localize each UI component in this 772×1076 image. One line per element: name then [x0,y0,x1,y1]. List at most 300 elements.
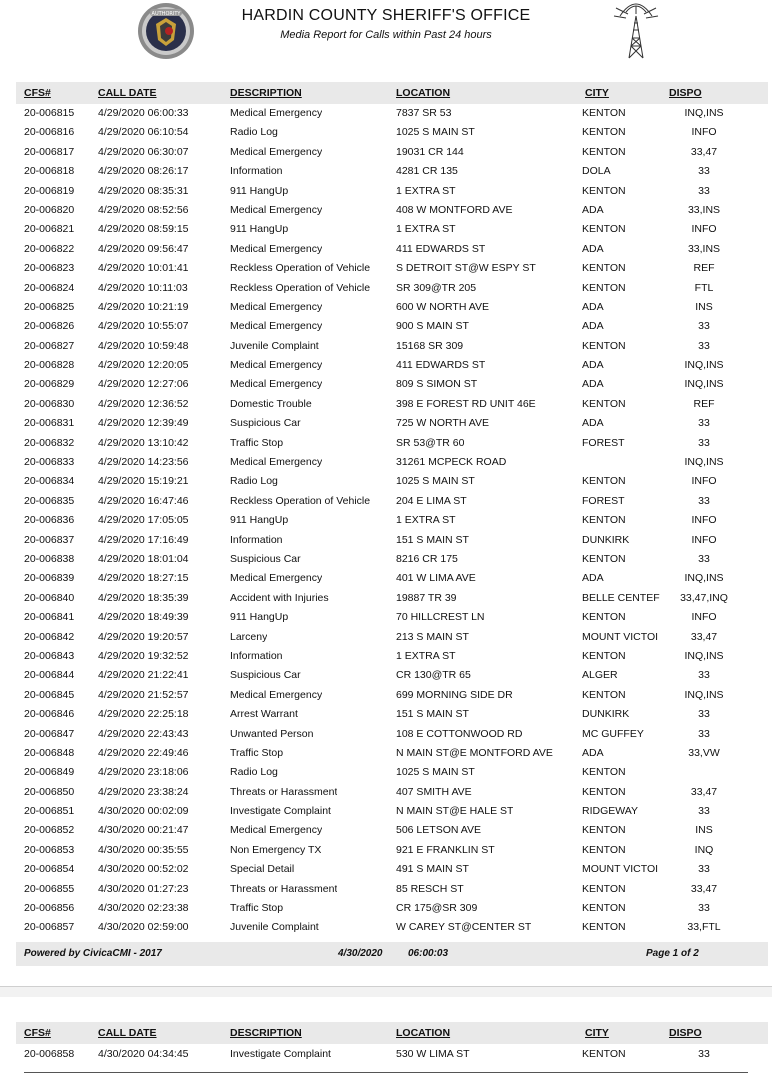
column-header-row-page2 [16,1022,768,1044]
cell-city: ADA [582,320,604,333]
cell-call-date: 4/29/2020 06:00:33 [98,107,189,119]
cell-cfs: 20-006820 [24,203,75,216]
cell-description: Medical Emergency [230,320,323,333]
cell-city: KENTON [582,552,626,565]
cell-dispo: INS [695,300,713,313]
table-row [0,860,772,879]
table-row [0,434,772,453]
cell-dispo: INFO [691,223,717,236]
cell-dispo: 33,INS [687,242,721,255]
cell-dispo: INFO [691,475,717,488]
cell-call-date: 4/30/2020 02:23:38 [98,902,189,915]
cell-location: 1025 S MAIN ST [396,766,475,779]
cell-cfs: 20-006843 [24,649,75,662]
cell-location: 85 RESCH ST [396,882,464,895]
cell-call-date: 4/29/2020 23:38:24 [98,785,189,798]
cell-description: Reckless Operation of Vehicle [230,281,371,294]
cell-cfs: 20-006857 [24,921,75,934]
cell-city: KENTON [582,339,626,352]
cell-cfs: 20-006830 [24,397,75,410]
cell-city: MOUNT VICTOI [582,863,659,876]
cell-city: ADA [582,572,604,585]
cell-city: RIDGEWAY [582,805,639,818]
cell-call-date: 4/30/2020 00:52:02 [98,863,189,876]
cell-description: Suspicious Car [230,417,301,430]
cell-city: ADA [582,359,604,372]
table-row [0,763,772,782]
table-row [0,356,772,375]
cell-city: KENTON [582,145,626,158]
table-row [0,802,772,821]
cell-call-date: 4/29/2020 22:25:18 [98,708,189,721]
cell-description: Medical Emergency [230,107,323,119]
cell-dispo: 33 [698,863,710,876]
cell-city: KENTON [582,475,626,488]
table-row [0,472,772,491]
cell-cfs: 20-006840 [24,591,75,604]
cell-dispo: INQ,INS [684,688,724,701]
cell-call-date: 4/29/2020 21:52:57 [98,688,189,701]
cell-call-date: 4/29/2020 18:27:15 [98,572,189,585]
cell-cfs: 20-006834 [24,475,75,488]
cell-location: 401 W LIMA AVE [396,572,476,585]
cell-location: 809 S SIMON ST [396,378,478,391]
cell-call-date: 4/29/2020 19:32:52 [98,649,189,662]
cell-cfs: 20-006845 [24,688,75,701]
cell-cfs: 20-006817 [24,145,75,158]
col-cfs: CFS# [24,1027,51,1039]
cell-dispo: REF [693,397,715,410]
table-row [0,608,772,627]
cell-city: MC GUFFEY [582,727,644,740]
cell-description: Unwanted Person [230,727,314,740]
cell-location: 31261 MCPECK ROAD [396,456,507,469]
cell-cfs: 20-006846 [24,708,75,721]
cell-cfs: 20-006838 [24,552,75,565]
cell-location: 491 S MAIN ST [396,863,469,876]
cell-location: 411 EDWARDS ST [396,359,486,372]
cell-location: 19887 TR 39 [396,591,457,604]
cell-description: Radio Log [230,126,278,139]
cell-city: KENTON [582,824,626,837]
cell-description: Reckless Operation of Vehicle [230,262,371,275]
cell-dispo: 33 [698,494,710,507]
cell-cfs: 20-006858 [24,1048,75,1060]
cell-call-date: 4/29/2020 18:35:39 [98,591,189,604]
table-row [0,240,772,259]
cell-dispo: 33,47,INQ [680,591,728,604]
cell-call-date: 4/29/2020 18:49:39 [98,611,189,624]
cell-cfs: 20-006844 [24,669,75,682]
table-row [0,647,772,666]
table-row [0,201,772,220]
cell-location: 15168 SR 309 [396,339,464,352]
col-description: DESCRIPTION [230,1027,302,1039]
table-row [0,104,772,123]
cell-dispo: INFO [691,126,717,139]
cell-description: 911 HangUp [230,184,289,197]
cell-location: 213 S MAIN ST [396,630,469,643]
table-row [0,220,772,239]
col-location: LOCATION [396,1027,451,1039]
page-title: HARDIN COUNTY SHERIFF'S OFFICE [241,7,531,24]
page-number: Page 1 of 2 [646,948,699,959]
cell-city: ADA [582,378,604,391]
table-row [0,182,772,201]
cell-call-date: 4/29/2020 21:22:41 [98,669,189,682]
cell-location: 1 EXTRA ST [396,649,456,662]
table-row [0,298,772,317]
cell-call-date: 4/29/2020 10:21:19 [98,300,189,313]
cell-location: 151 S MAIN ST [396,533,469,546]
cell-city: DUNKIRK [582,533,630,546]
cell-dispo: 33,FTL [687,921,721,934]
cell-cfs: 20-006853 [24,843,75,856]
cell-cfs: 20-006819 [24,184,75,197]
cell-dispo: 33,47 [690,785,718,798]
table-row [0,531,772,550]
cell-city: KENTON [582,107,626,119]
col-dispo: DISPO [669,1027,702,1039]
cell-call-date: 4/29/2020 15:19:21 [98,475,189,488]
cell-city: KENTON [582,785,626,798]
cell-dispo: 33 [698,1048,710,1060]
cell-city: KENTON [582,688,626,701]
cell-dispo: REF [693,262,715,275]
cell-dispo: 33 [698,552,710,565]
cell-location: 8216 CR 175 [396,552,458,565]
cell-call-date: 4/29/2020 08:59:15 [98,223,189,236]
cell-description: Reckless Operation of Vehicle [230,494,371,507]
cell-city: KENTON [582,514,626,527]
cell-description: Suspicious Car [230,552,301,565]
cell-city: KENTON [582,649,626,662]
cell-dispo: INFO [691,514,717,527]
cell-city: KENTON [582,843,626,856]
cell-dispo: 33 [698,669,710,682]
cell-call-date: 4/29/2020 12:39:49 [98,417,189,430]
cell-dispo: INQ,INS [684,107,724,119]
page-break-band [0,987,772,997]
cell-call-date: 4/29/2020 10:01:41 [98,262,189,275]
cell-city: KENTON [582,766,626,779]
col-call-date: CALL DATE [98,1027,157,1039]
cell-description: 911 HangUp [230,611,289,624]
cell-description: Medical Emergency [230,378,323,391]
table-row [0,821,772,840]
cell-call-date: 4/29/2020 10:59:48 [98,339,189,352]
cell-cfs: 20-006825 [24,300,75,313]
cell-description: Medical Emergency [230,824,323,837]
cell-city: KENTON [582,902,626,915]
table-row [0,589,772,608]
table-row [0,414,772,433]
cell-cfs: 20-006826 [24,320,75,333]
cell-description: Arrest Warrant [230,708,298,721]
cell-call-date: 4/29/2020 12:20:05 [98,359,189,372]
cell-description: Traffic Stop [230,436,284,449]
cell-city: KENTON [582,1048,626,1060]
table-row [0,725,772,744]
cell-call-date: 4/29/2020 16:47:46 [98,494,189,507]
cell-dispo: 33 [698,339,710,352]
cell-location: 1 EXTRA ST [396,514,456,527]
table-row [0,279,772,298]
cell-dispo: 33 [698,165,710,178]
cell-dispo: 33 [698,805,710,818]
cell-dispo: 33 [698,708,710,721]
cell-description: Radio Log [230,475,278,488]
table-row [0,744,772,763]
cell-cfs: 20-006852 [24,824,75,837]
page-subtitle: Media Report for Calls within Past 24 hours [280,29,492,41]
table-row [0,1045,772,1064]
cell-dispo: INQ,INS [684,572,724,585]
col-city: CITY [585,87,609,99]
cell-cfs: 20-006839 [24,572,75,585]
cell-city: KENTON [582,882,626,895]
table-row [0,686,772,705]
col-call-date: CALL DATE [98,87,157,99]
col-location: LOCATION [396,87,451,99]
table-row [0,783,772,802]
cell-call-date: 4/30/2020 00:35:55 [98,843,189,856]
cell-dispo: INQ,INS [684,649,724,662]
cell-cfs: 20-006850 [24,785,75,798]
cell-location: 204 E LIMA ST [396,494,467,507]
cell-call-date: 4/29/2020 12:27:06 [98,378,189,391]
cell-description: Traffic Stop [230,746,284,759]
cell-city: ADA [582,203,604,216]
table-row [0,375,772,394]
cell-dispo: 33 [698,727,710,740]
table-row [0,511,772,530]
cell-dispo: 33,47 [690,630,718,643]
cell-dispo: 33 [698,417,710,430]
cell-cfs: 20-006856 [24,902,75,915]
cell-dispo: 33,47 [690,882,718,895]
cell-cfs: 20-006831 [24,417,75,430]
table-row [0,162,772,181]
cell-dispo: INQ [694,843,714,856]
cell-dispo: 33 [698,320,710,333]
cell-description: Medical Emergency [230,242,323,255]
table-row [0,453,772,472]
cell-dispo: INQ,INS [684,456,724,469]
cell-call-date: 4/29/2020 23:18:06 [98,766,189,779]
table-row [0,841,772,860]
table-row [0,143,772,162]
table-row [0,569,772,588]
table-row [0,259,772,278]
cell-call-date: 4/29/2020 22:43:43 [98,727,189,740]
cell-description: Accident with Injuries [230,591,329,604]
cell-location: SR 53@TR 60 [396,436,465,449]
cell-location: N MAIN ST@E HALE ST [396,805,514,818]
cell-cfs: 20-006832 [24,436,75,449]
cell-location: 600 W NORTH AVE [396,300,489,313]
cell-cfs: 20-006842 [24,630,75,643]
cell-location: 1025 S MAIN ST [396,126,475,139]
cell-city: ADA [582,242,604,255]
cell-description: Juvenile Complaint [230,921,319,934]
cell-call-date: 4/29/2020 19:20:57 [98,630,189,643]
cell-cfs: 20-006847 [24,727,75,740]
cell-location: 530 W LIMA ST [396,1048,470,1060]
column-header-row [16,82,768,104]
svg-text:AUTHORITY: AUTHORITY [151,11,181,17]
cell-city: KENTON [582,262,626,275]
cell-description: 911 HangUp [230,223,289,236]
cell-city: ADA [582,746,604,759]
cell-cfs: 20-006829 [24,378,75,391]
cell-call-date: 4/30/2020 01:27:23 [98,882,189,895]
cell-call-date: 4/30/2020 02:59:00 [98,921,189,934]
cell-description: Medical Emergency [230,203,323,216]
cell-dispo: INFO [691,611,717,624]
table-row [0,337,772,356]
cell-call-date: 4/29/2020 14:23:56 [98,456,189,469]
cell-location: 1 EXTRA ST [396,223,456,236]
cell-location: 921 E FRANKLIN ST [396,843,495,856]
cell-location: 398 E FOREST RD UNIT 46E [396,397,536,410]
cell-location: 151 S MAIN ST [396,708,469,721]
cell-city: ALGER [582,669,618,682]
cell-call-date: 4/29/2020 22:49:46 [98,746,189,759]
cell-call-date: 4/29/2020 12:36:52 [98,397,189,410]
cell-call-date: 4/29/2020 10:11:03 [98,281,188,294]
cell-cfs: 20-006837 [24,533,75,546]
cell-call-date: 4/29/2020 09:56:47 [98,242,189,255]
cell-cfs: 20-006836 [24,514,75,527]
footer-date: 4/30/2020 [338,948,383,959]
cell-cfs: 20-006855 [24,882,75,895]
table-row [0,123,772,142]
cell-cfs: 20-006849 [24,766,75,779]
cell-location: W CAREY ST@CENTER ST [396,921,532,934]
cell-call-date: 4/29/2020 18:01:04 [98,552,189,565]
cell-call-date: 4/30/2020 04:34:45 [98,1048,189,1060]
cell-description: Special Detail [230,863,295,876]
cell-description: Medical Emergency [230,359,323,372]
cell-city: KENTON [582,223,626,236]
cell-cfs: 20-006816 [24,126,75,139]
report-header [0,0,772,70]
cell-cfs: 20-006835 [24,494,75,507]
cell-location: 725 W NORTH AVE [396,417,489,430]
cell-description: 911 HangUp [230,514,289,527]
table-row [0,899,772,918]
cell-cfs: 20-006841 [24,611,75,624]
calls-table-page2 [0,1045,772,1064]
cell-city: KENTON [582,921,626,934]
table-row [0,492,772,511]
cell-description: Information [230,165,283,178]
cell-cfs: 20-006833 [24,456,75,469]
cell-dispo: 33 [698,436,710,449]
cell-dispo: 33,47 [690,145,718,158]
table-row [0,317,772,336]
table-row [0,550,772,569]
cell-description: Investigate Complaint [230,1048,331,1060]
cell-location: 900 S MAIN ST [396,320,469,333]
cell-description: Medical Emergency [230,572,323,585]
cell-location: 408 W MONTFORD AVE [396,203,513,216]
cell-call-date: 4/29/2020 08:35:31 [98,184,189,197]
cell-description: Juvenile Complaint [230,339,319,352]
cell-city: MOUNT VICTOI [582,630,659,643]
cell-call-date: 4/29/2020 08:26:17 [98,165,189,178]
cell-call-date: 4/29/2020 08:52:56 [98,203,189,216]
cell-cfs: 20-006827 [24,339,75,352]
cell-call-date: 4/30/2020 00:02:09 [98,805,189,818]
cell-cfs: 20-006822 [24,242,75,255]
table-row [0,880,772,899]
cell-description: Information [230,649,283,662]
cell-city: KENTON [582,184,626,197]
cell-location: N MAIN ST@E MONTFORD AVE [396,746,553,759]
cell-dispo: 33,INS [687,203,721,216]
radio-tower-icon [612,2,660,60]
cell-dispo: INQ,INS [684,359,724,372]
cell-location: CR 130@TR 65 [396,669,471,682]
cell-description: Medical Emergency [230,300,323,313]
cell-dispo: FTL [694,281,714,294]
cell-location: 70 HILLCREST LN [396,611,485,624]
table-row [0,395,772,414]
cell-call-date: 4/29/2020 06:10:54 [98,126,189,139]
cell-cfs: 20-006848 [24,746,75,759]
cell-dispo: 33 [698,184,710,197]
cell-location: 7837 SR 53 [396,107,452,119]
cell-location: 1025 S MAIN ST [396,475,475,488]
cell-cfs: 20-006851 [24,805,75,818]
calls-table [0,104,772,938]
cell-cfs: 20-006818 [24,165,75,178]
cell-description: Medical Emergency [230,456,323,469]
cell-location: 407 SMITH AVE [396,785,472,798]
cell-call-date: 4/30/2020 00:21:47 [98,824,189,837]
cell-dispo: INFO [691,533,717,546]
cell-location: 699 MORNING SIDE DR [396,688,513,701]
cell-description: Non Emergency TX [230,843,322,856]
cell-dispo: 33 [698,902,710,915]
cell-call-date: 4/29/2020 17:16:49 [98,533,189,546]
cell-description: Medical Emergency [230,688,323,701]
footer-time: 06:00:03 [408,948,449,959]
bottom-rule [24,1072,748,1073]
cell-location: 1 EXTRA ST [396,184,456,197]
cell-call-date: 4/29/2020 06:30:07 [98,145,189,158]
cell-location: 4281 CR 135 [396,165,458,178]
cell-location: 108 E COTTONWOOD RD [396,727,523,740]
report-footer [16,942,768,966]
cell-description: Investigate Complaint [230,805,331,818]
cell-dispo: INS [695,824,713,837]
cell-location: 411 EDWARDS ST [396,242,486,255]
col-dispo: DISPO [669,87,702,99]
cell-description: Domestic Trouble [230,397,312,410]
cell-city: KENTON [582,397,626,410]
cell-dispo: INQ,INS [684,378,724,391]
cell-city: KENTON [582,611,626,624]
cell-city: DOLA [582,165,611,178]
cell-city: KENTON [582,281,626,294]
col-cfs: CFS# [24,87,51,99]
cell-description: Traffic Stop [230,902,284,915]
table-row [0,666,772,685]
cell-cfs: 20-006828 [24,359,75,372]
